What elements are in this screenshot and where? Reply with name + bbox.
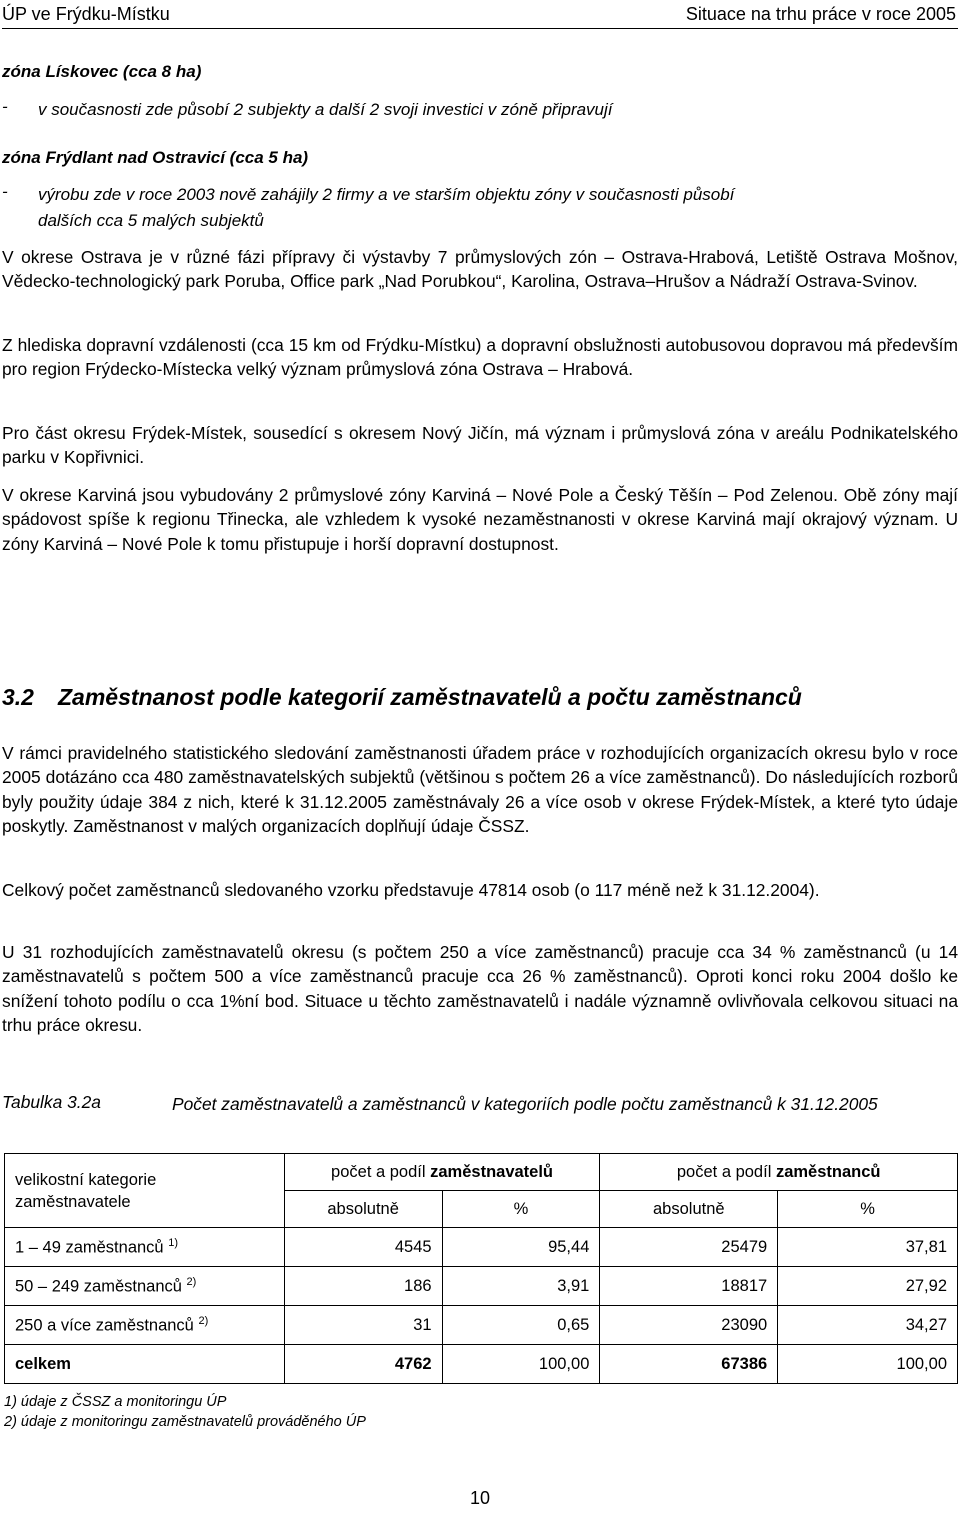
footnote-1: 1) údaje z ČSSZ a monitoringu ÚP <box>4 1394 227 1410</box>
table-label: Tabulka 3.2a <box>2 1092 101 1112</box>
table-total-row <box>5 1345 958 1384</box>
value-cell: 3,91 <box>442 1267 600 1306</box>
page-header <box>2 4 956 30</box>
table-caption: Počet zaměstnavatelů a zaměstnanců v kategoriích podle počtu zaměstnanců k 31.12.2005 <box>172 1094 878 1114</box>
value-cell: 67386 <box>600 1345 778 1384</box>
value-cell: 100,00 <box>442 1345 600 1384</box>
table-header-row <box>5 1154 958 1191</box>
value-cell: 34,27 <box>778 1306 958 1345</box>
subheader-cell: absolutně <box>600 1191 778 1228</box>
value-cell: 0,65 <box>442 1306 600 1345</box>
subheader-cell: absolutně <box>284 1191 442 1228</box>
table-row <box>5 1267 958 1306</box>
group-header-employees: počet a podíl zaměstnanců <box>600 1154 958 1191</box>
value-cell: 18817 <box>600 1267 778 1306</box>
category-cell: 1 – 49 zaměstnanců $^{1)}$ <box>5 1228 285 1267</box>
value-cell: 4545 <box>284 1228 442 1267</box>
section-heading <box>2 684 802 711</box>
table-row <box>5 1306 958 1345</box>
zone-bullet <box>2 97 958 123</box>
paragraph-koprivnice: Pro část okresu Frýdek-Místek, sousedící s okresem Nový Jičín, má význam i průmyslová zóna v areálu Podnikatelského parku v Kopřivnici. <box>2 423 958 468</box>
value-cell: 31 <box>284 1306 442 1345</box>
paragraph-large-employers: U 31 rozhodujících zaměstnavatelů okresu (s počtem 250 a více zaměstnanců) pracuje cca 34 % zaměstnanců (u 14 zaměstnavatelů s počtem 500 a více zaměstnanců pracuje cca 26 % zaměstnanců). Oproti konci roku 2004 došlo ke snížení tohoto podílu o cca 1%ní bod. Situace u těchto zaměstnavatelů i nadále významně ovlivňovala celkovou situaci na trhu práce okresu. <box>2 942 958 1036</box>
category-cell-total: celkem <box>5 1345 285 1384</box>
header-right-title: Situace na trhu práce v roce 2005 <box>685 4 956 24</box>
bullet-text: dalších cca 5 malých subjektů <box>38 211 264 230</box>
bullet-text: výrobu zde v roce 2003 nově zahájily 2 firmy a ve starším objektu zóny v současnosti působí <box>38 185 735 204</box>
paragraph-ostrava-zones: V okrese Ostrava je v různé fázi přípravy či výstavby 7 průmyslových zón – Ostrava-Hrabová, Letiště Ostrava Mošnov, Vědecko-technologický park Poruba, Office park „Nad Porubkou“, Karolina, Ostrava–Hrušov a Nádraží Ostrava-Svinov. <box>2 247 958 292</box>
zone-bullet <box>2 182 958 234</box>
value-cell: 186 <box>284 1267 442 1306</box>
value-cell: 95,44 <box>442 1228 600 1267</box>
subheader-cell: % <box>778 1191 958 1228</box>
value-cell: 100,00 <box>778 1345 958 1384</box>
category-cell: 250 a více zaměstnanců $^{2)}$ <box>5 1306 285 1345</box>
paragraph-survey: V rámci pravidelného statistického sledování zaměstnanosti úřadem práce v rozhodujících organizacích okresu bylo v roce 2005 dotázáno cca 480 zaměstnavatelských subjektů (většinou s počtem 26 a více zaměstnanců). Do následujících rozborů byly použity údaje 384 z nich, které k 31.12.2005 zaměstnávaly 26 a více osob v okrese Frýdek-Místek, a které tyto údaje poskytly. Zaměstnanost v malých organizacích doplňují údaje ČSSZ. <box>2 743 958 837</box>
footnote-2: 2) údaje z monitoringu zaměstnavatelů prováděného ÚP <box>4 1414 366 1430</box>
category-cell: 50 – 249 zaměstnanců $^{2)}$ <box>5 1267 285 1306</box>
paragraph-distance: Z hlediska dopravní vzdálenosti (cca 15 km od Frýdku-Místku) a dopravní obslužnosti autobusovou dopravou má především pro region Frýdecko-Místecka velký význam průmyslová zóna Ostrava – Hrabová. <box>2 335 958 380</box>
bullet-dash: - <box>2 97 8 116</box>
table-row <box>5 1228 958 1267</box>
zone-title-liskovec: zóna Lískovec (cca 8 ha) <box>2 62 202 81</box>
value-cell: 4762 <box>284 1345 442 1384</box>
value-cell: 23090 <box>600 1306 778 1345</box>
section-number: 3.2 <box>2 684 34 710</box>
group-header-employers: počet a podíl zaměstnavatelů <box>284 1154 600 1191</box>
value-cell: 27,92 <box>778 1267 958 1306</box>
zone-title-frydlant: zóna Frýdlant nad Ostravicí (cca 5 ha) <box>2 148 309 167</box>
employment-table <box>4 1153 958 1384</box>
page-number: 10 <box>469 1488 491 1508</box>
header-left-title: ÚP ve Frýdku-Místku <box>2 4 170 24</box>
value-cell: 37,81 <box>778 1228 958 1267</box>
subheader-cell: % <box>442 1191 600 1228</box>
paragraph-total: Celkový počet zaměstnanců sledovaného vzorku představuje 47814 osob (o 117 méně než k 31.12.2004). <box>2 880 820 900</box>
paragraph-karvina: V okrese Karviná jsou vybudovány 2 průmyslové zóny Karviná – Nové Pole a Český Těšín – Pod Zelenou. Obě zóny mají spádovost spíše k regionu Třinecka, ale vzhledem k vysoké nezaměstnanosti v okrese Karviná mají okrajový význam. U zóny Karviná – Nové Pole k tomu přistupuje i horší dopravní dostupnost. <box>2 485 958 554</box>
category-header: velikostní kategorie zaměstnavatele <box>5 1154 285 1228</box>
header-divider <box>2 28 958 29</box>
section-title: Zaměstnanost podle kategorií zaměstnavatelů a počtu zaměstnanců <box>58 684 802 710</box>
value-cell: 25479 <box>600 1228 778 1267</box>
bullet-dash: - <box>2 182 8 201</box>
bullet-text: v současnosti zde působí 2 subjekty a další 2 svoji investici v zóně připravují <box>38 100 613 119</box>
